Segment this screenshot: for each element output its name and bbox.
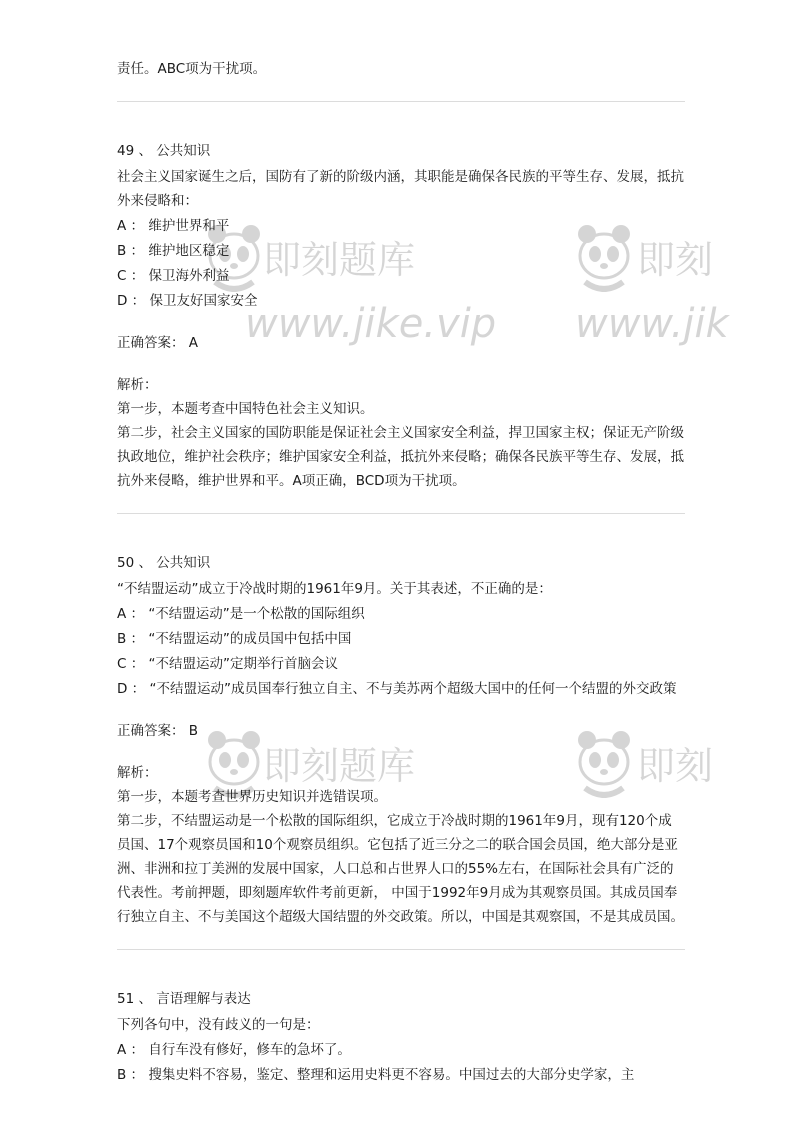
option-d: D ： 保卫友好国家安全	[117, 293, 258, 309]
question-50	[117, 551, 685, 929]
divider	[117, 513, 685, 514]
option-c: C ： 保卫海外利益	[117, 268, 230, 284]
watermark-brand: 即刻	[637, 238, 714, 282]
question-header: 49 、 公共知识	[117, 143, 211, 159]
analysis-label: 解析：	[117, 765, 158, 781]
question-stem: 下列各句中，没有歧义的一句是：	[117, 1017, 320, 1033]
option-b: B ： 搜集史料不容易，鉴定、整理和运用史料更不容易。中国过去的大部分史学家，主	[117, 1067, 635, 1083]
watermark-brand: 即刻题库	[263, 238, 416, 282]
divider	[117, 949, 685, 950]
analysis-label: 解析：	[117, 377, 158, 393]
option-a: A ： 维护世界和平	[117, 218, 230, 234]
correct-answer: 正确答案： B	[117, 723, 199, 739]
option-b: B ： 维护地区稳定	[117, 243, 230, 259]
question-stem: 社会主义国家诞生之后，国防有了新的阶级内涵，其职能是确保各民族的平等生存、发展，抵抗外来侵略和：	[117, 169, 684, 209]
document-page	[117, 57, 685, 1087]
correct-answer: 正确答案： A	[117, 335, 199, 351]
divider	[117, 101, 685, 102]
analysis-step-1: 第一步，本题考查中国特色社会主义知识。	[117, 401, 374, 417]
question-header: 50 、 公共知识	[117, 555, 211, 571]
watermark-brand: 即刻题库	[263, 744, 416, 788]
question-header: 51 、 言语理解与表达	[117, 991, 251, 1007]
analysis-step-2: 第二步，不结盟运动是一个松散的国际组织，它成立于冷战时期的1961年9月，现有120个成员国、17个观察员国和10个观察员组织。它包括了近三分之二的联合国会员国，绝大部分是亚洲、非洲和拉丁美洲的发展中国家，人口总和占世界人口的55%左右，在国际社会具有广泛的代表性。考前押题，即刻题库软件考前更新， 中国于1992年9月成为其观察员国。其成员国奉行独立自主、不与美国这个超级大国结盟的外交政策。所以，中国是其观察国，不是其成员国。	[117, 813, 684, 925]
question-stem: “不结盟运动”成立于冷战时期的1961年9月。关于其表述，不正确的是：	[117, 581, 552, 597]
option-d: D ： “不结盟运动”成员国奉行独立自主、不与美苏两个超级大国中的任何一个结盟的外交政策	[117, 681, 677, 697]
watermark-url: www.jike.vip	[245, 301, 497, 347]
analysis-step-1: 第一步，本题考查世界历史知识并选错误项。	[117, 789, 387, 805]
watermark-brand: 即刻	[637, 744, 714, 788]
option-b: B ： “不结盟运动”的成员国中包括中国	[117, 631, 352, 647]
option-a: A ： 自行车没有修好，修车的急坏了。	[117, 1042, 351, 1058]
watermark-url: www.jik	[575, 301, 729, 347]
question-51	[117, 987, 685, 1087]
previous-answer-tail: 责任。ABC项为干扰项。	[117, 61, 267, 77]
question-49	[117, 139, 685, 493]
option-c: C ： “不结盟运动”定期举行首脑会议	[117, 656, 338, 672]
analysis-step-2: 第二步，社会主义国家的国防职能是保证社会主义国家安全利益，捍卫国家主权；保证无产阶级执政地位，维护社会秩序；维护国家安全利益，抵抗外来侵略；确保各民族平等生存、发展，抵抗外来侵略，维护世界和平。A项正确，BCD项为干扰项。	[117, 425, 684, 489]
option-a: A ： “不结盟运动”是一个松散的国际组织	[117, 606, 365, 622]
